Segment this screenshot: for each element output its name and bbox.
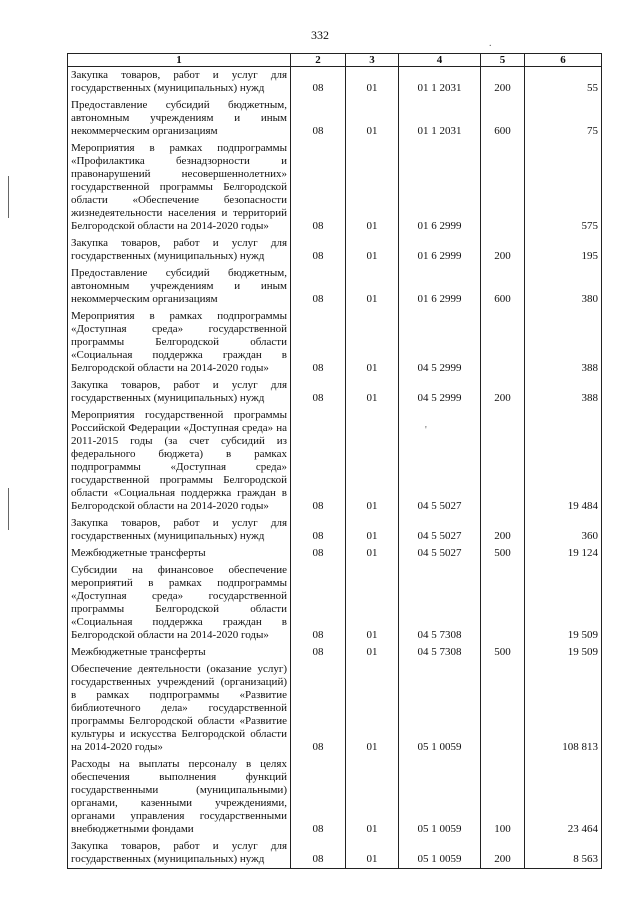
row-name: Закупка товаров, работ и услуг для государственных (муниципальных) нужд [68, 377, 291, 407]
table-row [68, 67, 602, 98]
table-row [68, 308, 602, 377]
row-subsection: 01 [346, 644, 399, 661]
row-subsection: 01 [346, 67, 399, 98]
scan-dot: . [489, 38, 492, 49]
table-row [68, 265, 602, 308]
table-row [68, 140, 602, 235]
row-expense-type: 200 [481, 377, 525, 407]
table-row [68, 756, 602, 838]
row-target-article: 04 5 5027 [399, 407, 481, 515]
row-expense-type: 600 [481, 265, 525, 308]
row-amount: 388 [525, 308, 602, 377]
row-amount: 108 813 [525, 661, 602, 756]
row-amount: 19 509 [525, 562, 602, 644]
row-expense-type: 200 [481, 235, 525, 265]
column-header: 5 [481, 54, 525, 67]
row-section: 08 [291, 756, 346, 838]
row-subsection: 01 [346, 407, 399, 515]
row-section: 08 [291, 308, 346, 377]
row-name: Закупка товаров, работ и услуг для государственных (муниципальных) нужд [68, 838, 291, 869]
row-name: Мероприятия в рамках подпрограммы «Доступная среда» государственной программы Белгородской области «Социальная поддержка граждан в Белгородской области на 2014-2020 годы» [68, 308, 291, 377]
row-subsection: 01 [346, 838, 399, 869]
row-subsection: 01 [346, 97, 399, 140]
row-name: Мероприятия государственной программы Российской Федерации «Доступная среда» на 2011-2015 годы (за счет субсидий из федерального бюджета) в рамках подпрограммы «Доступная среда» государственной программы Белгородской области «Социальная поддержка граждан в Белгородской области на 2014-2020 годы» [68, 407, 291, 515]
row-subsection: 01 [346, 562, 399, 644]
row-target-article: 04 5 7308 [399, 562, 481, 644]
row-expense-type: 600 [481, 97, 525, 140]
row-amount: 19 124 [525, 545, 602, 562]
table-row [68, 644, 602, 661]
table-row [68, 515, 602, 545]
row-target-article: 04 5 7308 [399, 644, 481, 661]
row-target-article: 01 1 2031 [399, 67, 481, 98]
row-subsection: 01 [346, 235, 399, 265]
row-section: 08 [291, 265, 346, 308]
row-amount: 19 484 [525, 407, 602, 515]
row-target-article: 01 6 2999 [399, 140, 481, 235]
margin-mark [8, 488, 9, 530]
row-target-article: 01 6 2999 [399, 265, 481, 308]
column-header: 6 [525, 54, 602, 67]
table-row [68, 97, 602, 140]
table-row [68, 661, 602, 756]
row-expense-type: 100 [481, 756, 525, 838]
row-section: 08 [291, 644, 346, 661]
row-subsection: 01 [346, 265, 399, 308]
column-header: 2 [291, 54, 346, 67]
row-amount: 195 [525, 235, 602, 265]
row-amount: 575 [525, 140, 602, 235]
row-target-article: 05 1 0059 [399, 661, 481, 756]
row-section: 08 [291, 235, 346, 265]
table-row [68, 377, 602, 407]
row-expense-type [481, 308, 525, 377]
row-subsection: 01 [346, 308, 399, 377]
row-subsection: 01 [346, 377, 399, 407]
row-section: 08 [291, 407, 346, 515]
budget-table [67, 53, 602, 869]
row-name: Мероприятия в рамках подпрограммы «Профилактика безнадзорности и правонарушений несовершеннолетних» государственной программы Белгородской области «Обеспечение безопасности жизнедеятельности населения и территорий Белгородской области на 2014-2020 годы» [68, 140, 291, 235]
row-amount: 55 [525, 67, 602, 98]
row-name: Обеспечение деятельности (оказание услуг) государственных учреждений (организаций) в рамках подпрограммы «Развитие библиотечного дела» государственной программы Белгородской области «Развитие культуры и искусства Белгородской области на 2014-2020 годы» [68, 661, 291, 756]
row-name: Межбюджетные трансферты [68, 644, 291, 661]
row-subsection: 01 [346, 756, 399, 838]
row-section: 08 [291, 377, 346, 407]
row-name: Субсидии на финансовое обеспечение мероприятий в рамках подпрограммы «Доступная среда» государственной программы Белгородской области «Социальная поддержка граждан в Белгородской области на 2014-2020 годы» [68, 562, 291, 644]
table-row [68, 545, 602, 562]
row-target-article: 01 6 2999 [399, 235, 481, 265]
row-section: 08 [291, 140, 346, 235]
row-name: Расходы на выплаты персоналу в целях обеспечения выполнения функций государственными (муниципальными) органами, казенными учреждениями, органами управления государственными внебюджетными фондами [68, 756, 291, 838]
row-target-article: 04 5 5027 [399, 515, 481, 545]
row-subsection: 01 [346, 140, 399, 235]
row-name: Закупка товаров, работ и услуг для государственных (муниципальных) нужд [68, 515, 291, 545]
table-row [68, 407, 602, 515]
column-header: 3 [346, 54, 399, 67]
row-subsection: 01 [346, 515, 399, 545]
row-expense-type: 500 [481, 644, 525, 661]
row-section: 08 [291, 661, 346, 756]
row-expense-type [481, 661, 525, 756]
table-row [68, 235, 602, 265]
row-section: 08 [291, 838, 346, 869]
row-expense-type [481, 407, 525, 515]
row-name: Закупка товаров, работ и услуг для государственных (муниципальных) нужд [68, 235, 291, 265]
scan-dot: ' [425, 425, 427, 436]
row-subsection: 01 [346, 661, 399, 756]
row-expense-type [481, 562, 525, 644]
row-target-article: 04 5 2999 [399, 377, 481, 407]
row-name: Закупка товаров, работ и услуг для государственных (муниципальных) нужд [68, 67, 291, 98]
row-expense-type [481, 140, 525, 235]
row-amount: 19 509 [525, 644, 602, 661]
row-expense-type: 200 [481, 515, 525, 545]
table-header-row [68, 54, 602, 67]
row-target-article: 05 1 0059 [399, 838, 481, 869]
row-section: 08 [291, 97, 346, 140]
row-name: Предоставление субсидий бюджетным, автономным учреждениям и иным некоммерческим организациям [68, 265, 291, 308]
column-header: 1 [68, 54, 291, 67]
row-amount: 75 [525, 97, 602, 140]
row-target-article: 05 1 0059 [399, 756, 481, 838]
row-section: 08 [291, 515, 346, 545]
page-number: 332 [311, 28, 329, 42]
table-row [68, 562, 602, 644]
row-amount: 23 464 [525, 756, 602, 838]
row-expense-type: 500 [481, 545, 525, 562]
row-amount: 360 [525, 515, 602, 545]
row-amount: 388 [525, 377, 602, 407]
table-row [68, 838, 602, 869]
row-expense-type: 200 [481, 67, 525, 98]
row-subsection: 01 [346, 545, 399, 562]
row-section: 08 [291, 562, 346, 644]
row-section: 08 [291, 67, 346, 98]
row-section: 08 [291, 545, 346, 562]
row-amount: 8 563 [525, 838, 602, 869]
row-target-article: 01 1 2031 [399, 97, 481, 140]
margin-mark [8, 176, 9, 218]
row-target-article: 04 5 5027 [399, 545, 481, 562]
row-target-article: 04 5 2999 [399, 308, 481, 377]
row-amount: 380 [525, 265, 602, 308]
column-header: 4 [399, 54, 481, 67]
row-name: Предоставление субсидий бюджетным, автономным учреждениям и иным некоммерческим организациям [68, 97, 291, 140]
row-expense-type: 200 [481, 838, 525, 869]
row-name: Межбюджетные трансферты [68, 545, 291, 562]
